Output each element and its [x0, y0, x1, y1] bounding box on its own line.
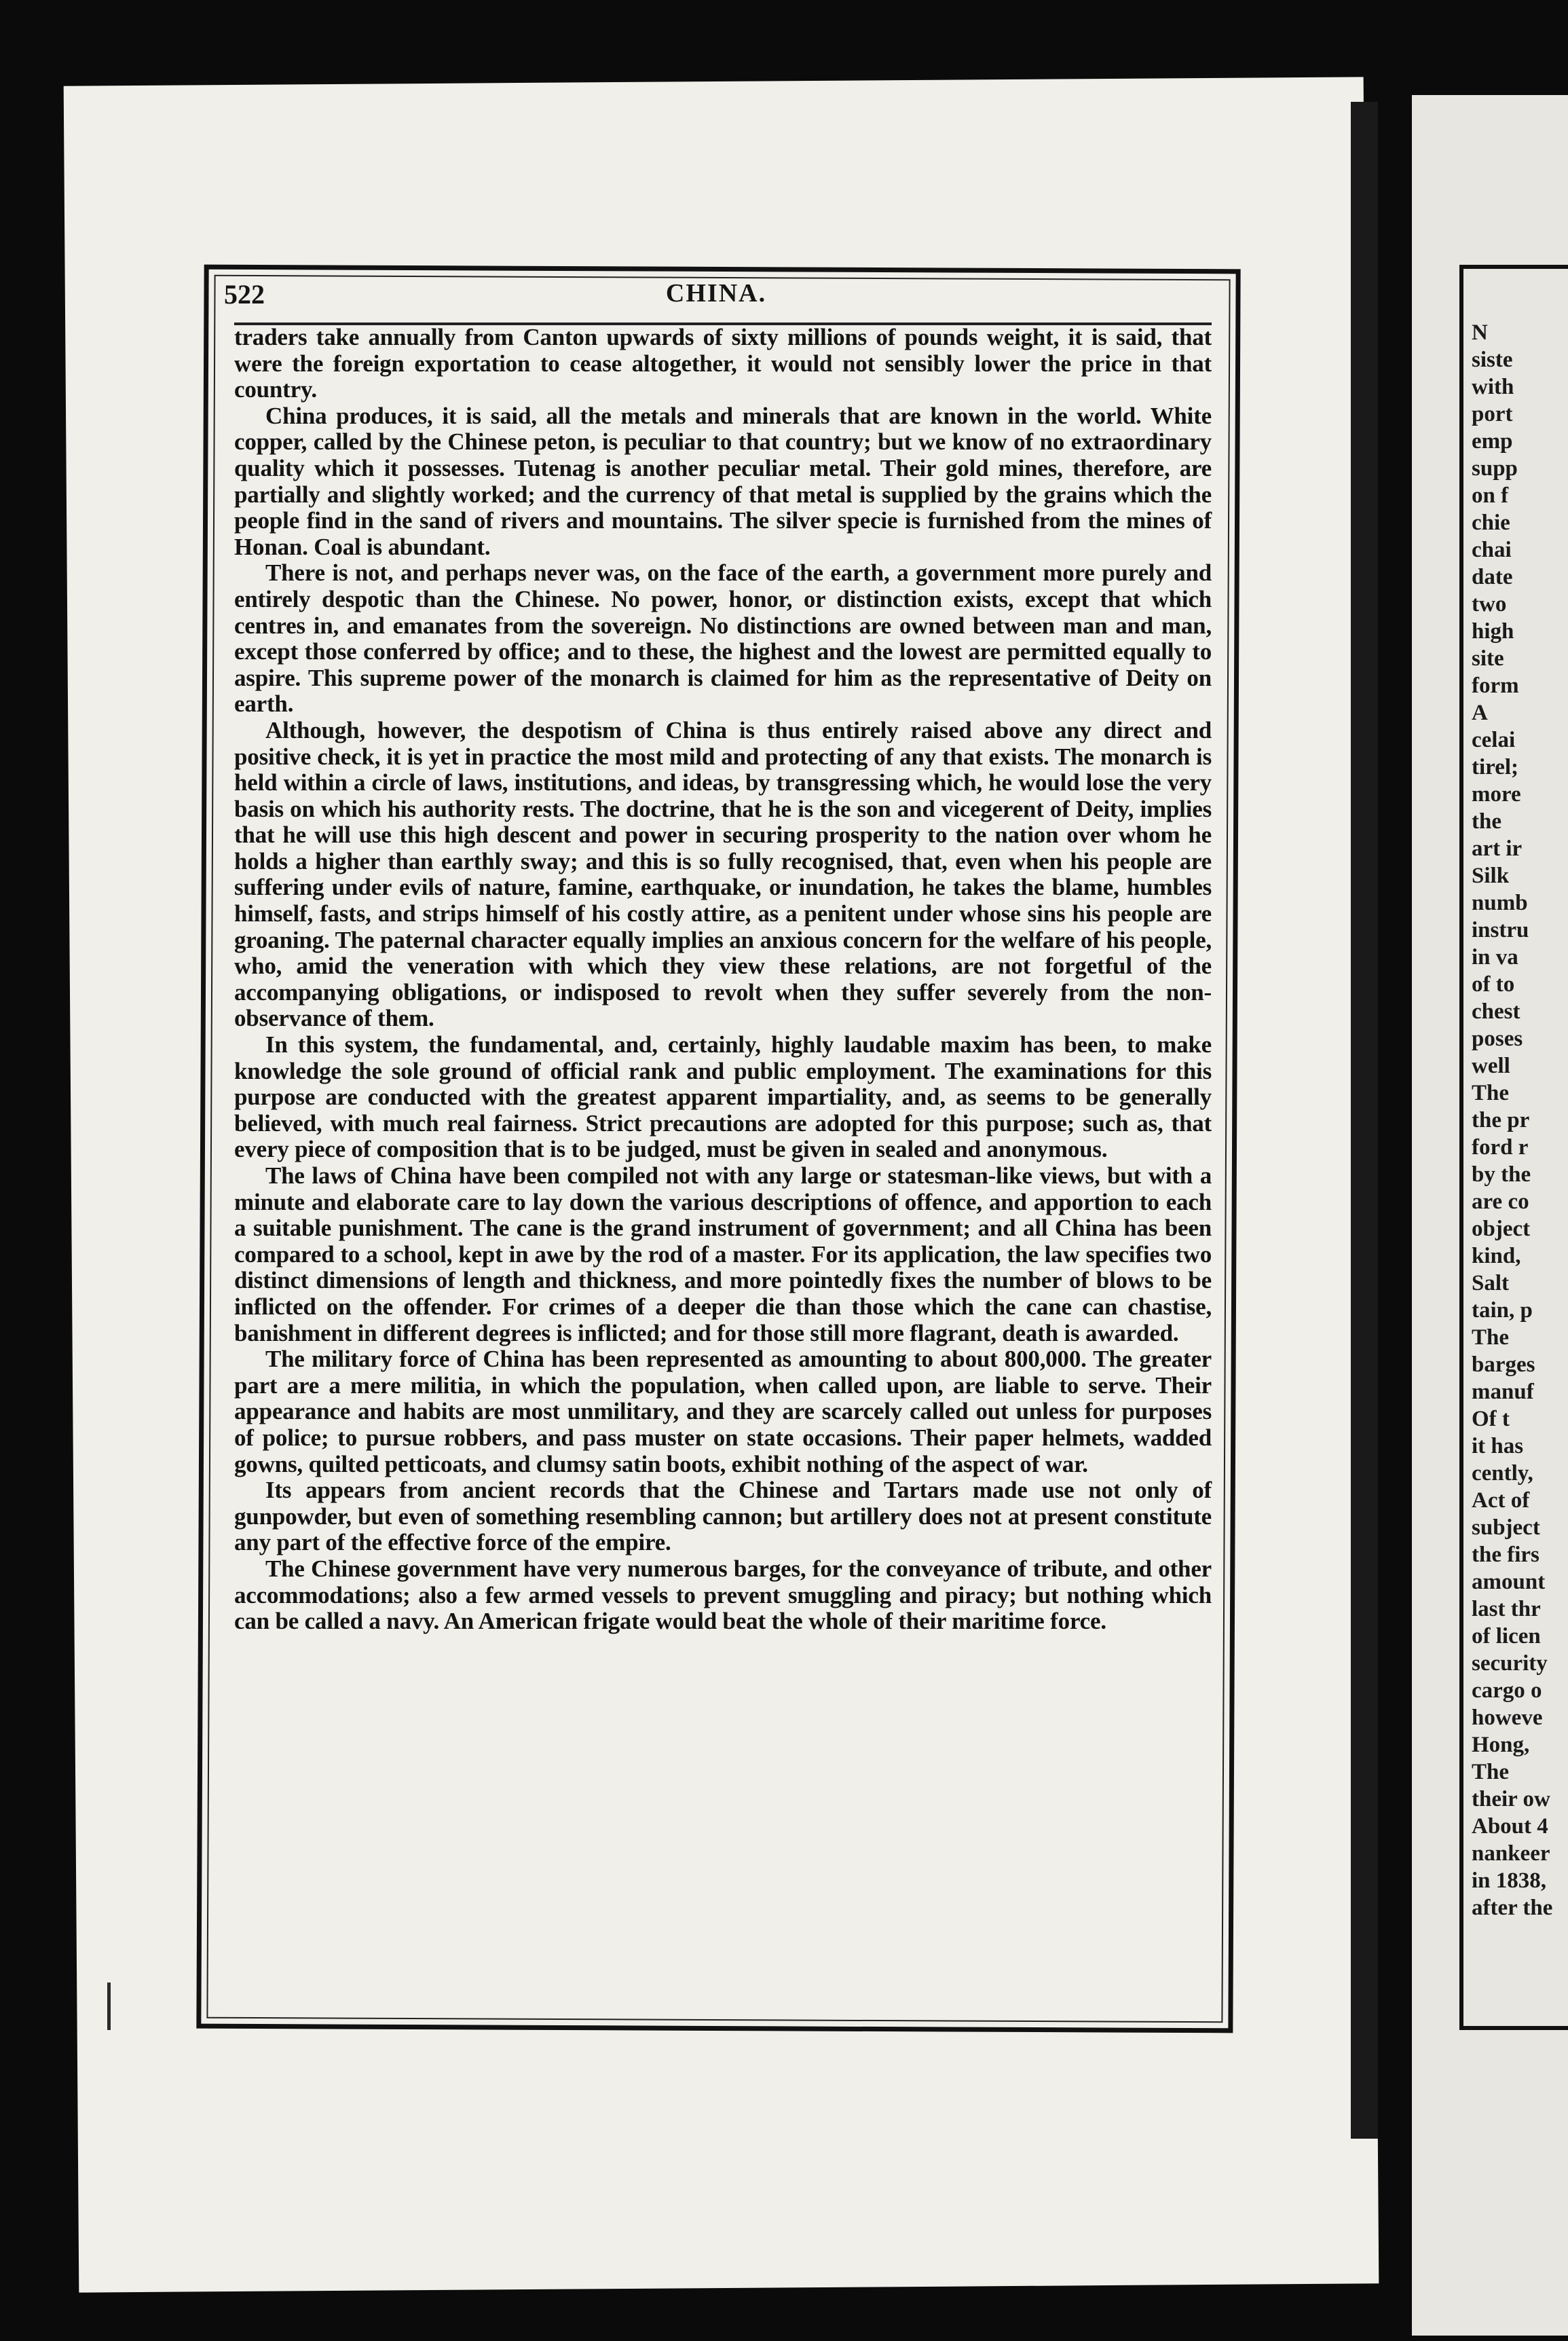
body-text — [234, 325, 1212, 1635]
paragraph: There is not, and perhaps never was, on the face of the earth, a government more purely and entirely despotic than the Chinese. No power, honor, or distinction exists, except that which centres in, and emanates from the sovereign. No distinctions are owned between man and man, except those conferred by office; and to these, the highest and the lowest are permitted equally to aspire. This supreme power of the monarch is claimed for him as the representative of Deity on earth. — [234, 559, 1212, 718]
paragraph: traders take annually from Canton upwards of sixty millions of pounds weight, it is said, that were the foreign exportation to cease altogether, it would not sensibly lower the price in that country. — [234, 324, 1212, 403]
paragraph: Although, however, the despotism of China is thus entirely raised above any direct and positive check, it is yet in practice the most mild and protecting of any that exists. The monarch is held within a circle of laws, institutions, and ideas, by transgressing which, he would lose the very basis on which his authority rests. The doctrine, that he is the son and vicegerent of Deity, implies that he will use this high descent and power in securing prosperity to the nation over whom he holds a higher than earthly sway; and this is so fully recognised, that, even when his people are suffering under evils of nature, famine, earthquake, or inundation, he takes the blame, humbles himself, fasts, and strips himself of his costly attire, as a penitent under whose sins his people are groaning. The paternal character equally implies an anxious concern for the welfare of his people, who, amid the veneration with which they view these relations, are not forgetful of the accompanying obligations, or indisposed to revolt when they suffer severely from the non-observance of them. — [234, 716, 1212, 1032]
scan-mark — [107, 1983, 111, 2030]
paragraph: Its appears from ancient records that the Chinese and Tartars made use not only of gunpowder, but even of something resembling cannon; but artillery does not at present constitute any part of the effective force of the empire. — [234, 1477, 1212, 1556]
running-title: CHINA. — [665, 279, 767, 308]
paragraph: The laws of China have been compiled not with any large or statesman-like views, but with a minute and elaborate care to lay down the various descriptions of offence, and apportion to each a suitable punishment. The cane is the grand instrument of government; and all China has been compared to a school, kept in awe by the rod of a master. For its application, the law specifies two distinct dimensions of length and thickness, and more pointedly fixes the number of blows to be inflicted on the offender. For crimes of a deeper die than those which the cane can chastise, banishment in different degrees is inflicted; and for those still more flagrant, death is awarded. — [234, 1162, 1212, 1346]
paragraph: The Chinese government have very numerous barges, for the conveyance of tribute, and other accommodations; also a few armed vessels to prevent smuggling and piracy; but nothing which can be called a navy. An American frigate would beat the whole of their maritime force. — [234, 1555, 1212, 1635]
facing-page-text: N siste with port emp supp on f chie chai date two high site form A celai tirel; more the art ir Silk numb instru in va of to chest poses well The the pr ford r by the are co object kind, Salt tain, p The barges manuf Of t it has cently, Act of subject the firs amount last thr of licen security cargo o howeve Hong, The their ow About 4 nankeer in 1838, after the — [1472, 320, 1553, 1920]
page-header — [224, 278, 1208, 312]
page-number: 522 — [224, 279, 265, 310]
paragraph: In this system, the fundamental, and, certainly, highly laudable maxim has been, to make knowledge the sole ground of official rank and public employment. The examinations for this purpose are conducted with the greatest apparent impartiality, and, as seems to be generally believed, with much real fairness. Strict precautions are adopted for this purpose; such as, that every piece of composition that is to be judged, must be given in sealed and anonymous. — [234, 1031, 1212, 1163]
page-gutter-shadow — [1351, 102, 1378, 2139]
paragraph: China produces, it is said, all the metals and minerals that are known in the world. White copper, called by the Chinese peton, is peculiar to that country; but we know of no extraordinary quality which it possesses. Tutenag is another peculiar metal. Their gold mines, therefore, are partially and slightly worked; and the currency of that metal is supplied by the grains which the people find in the sand of rivers and mountains. The silver specie is furnished from the mines of Honan. Coal is abundant. — [234, 402, 1212, 560]
paragraph: The military force of China has been represented as amounting to about 800,000. The greater part are a mere militia, in which the population, when called upon, are liable to serve. Their appearance and habits are most unmilitary, and they are scarcely called out unless for purposes of police; to pursue robbers, and pass muster on state occasions. Their paper helmets, wadded gowns, quilted petticoats, and clumsy satin boots, exhibit nothing of the aspect of war. — [234, 1346, 1212, 1477]
